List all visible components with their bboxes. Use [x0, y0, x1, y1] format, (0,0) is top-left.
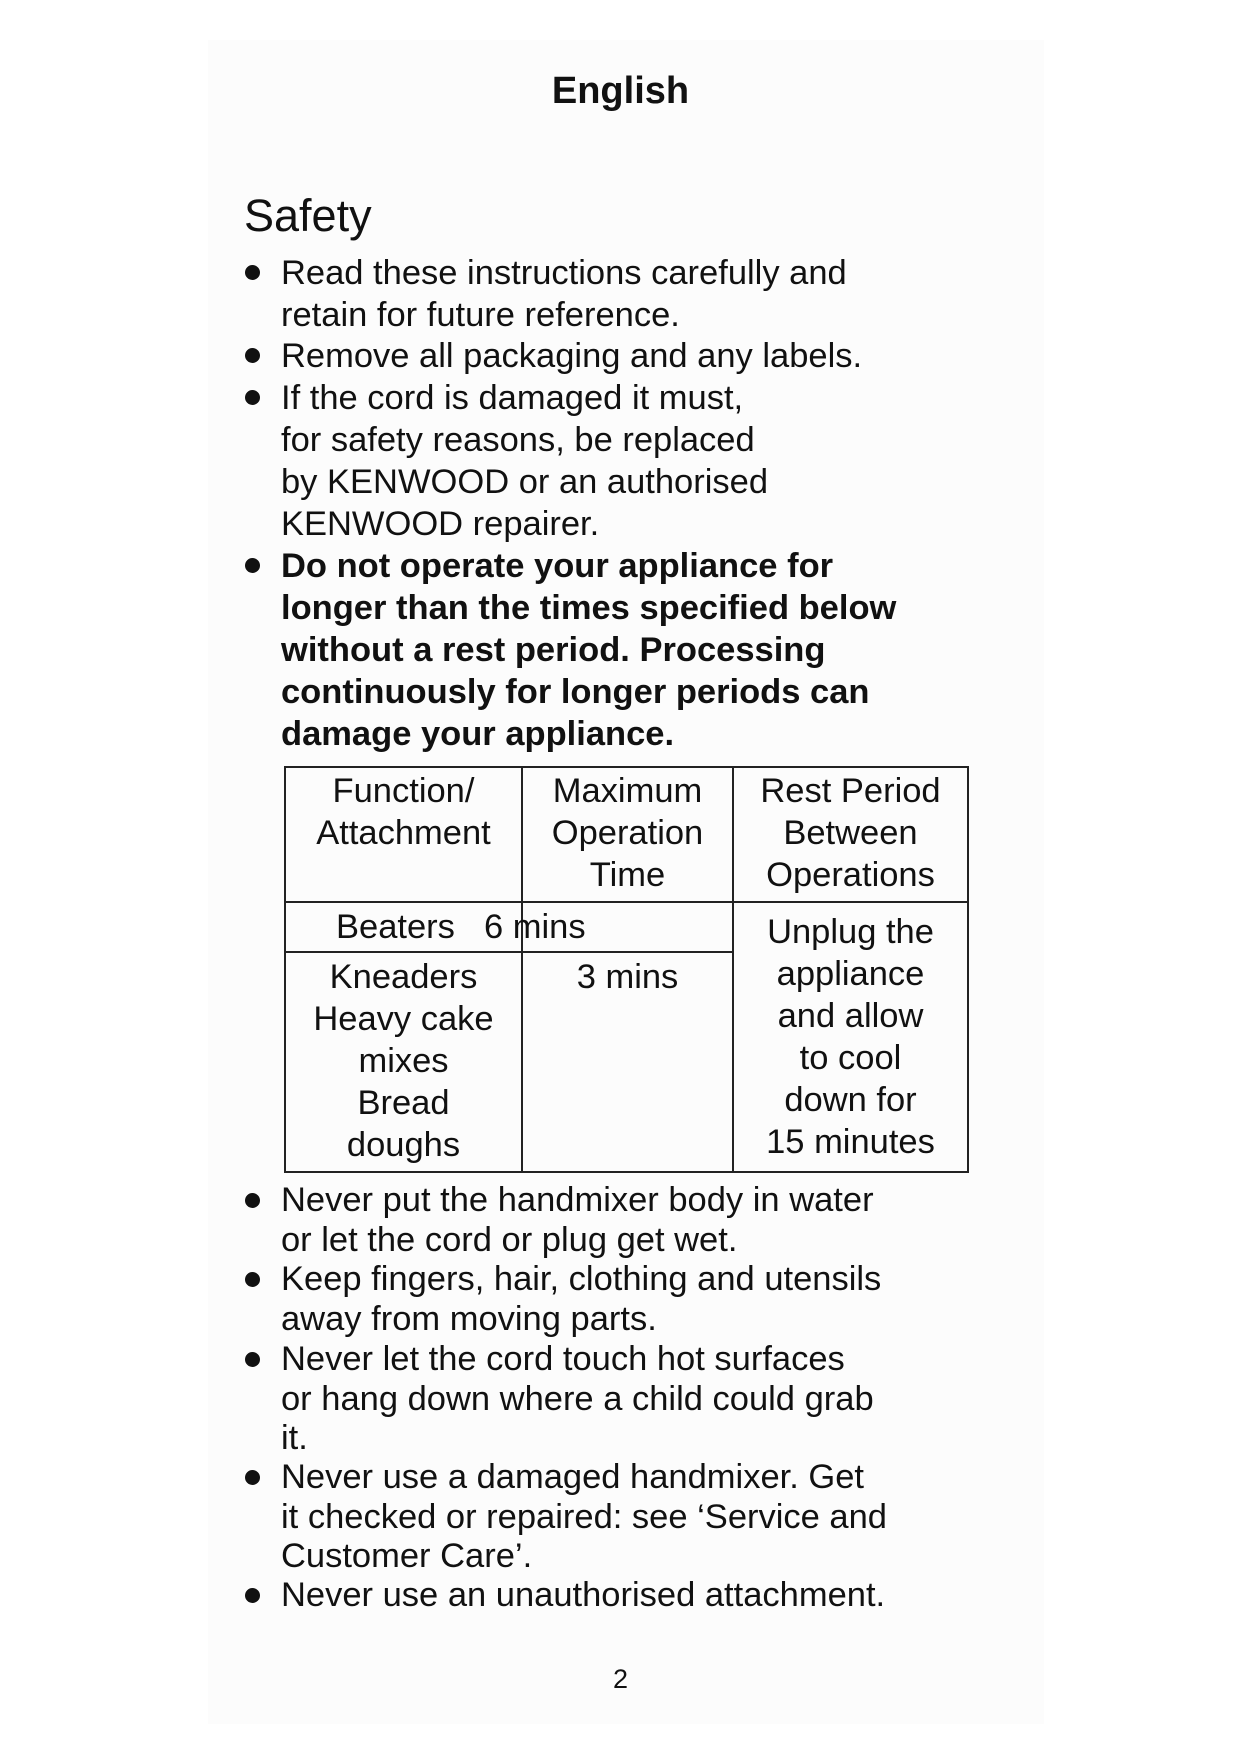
bullet-icon: [245, 1352, 260, 1367]
list-item-line: longer than the times specified below: [281, 589, 897, 627]
table-cell-kneaders: Kneaders Heavy cake mixes Bread doughs: [313, 958, 494, 1164]
language-heading: English: [551, 70, 690, 112]
list-item-line: away from moving parts.: [281, 1299, 657, 1338]
bullet-icon: [245, 558, 260, 573]
table-header-function: Function/ Attachment: [316, 772, 491, 852]
bullet-icon: [245, 1470, 260, 1485]
table-cell-beaters: Beaters: [336, 908, 455, 946]
list-item-line: Never put the handmixer body in water: [281, 1181, 874, 1219]
list-item-line: Never use an unauthorised attachment.: [281, 1576, 886, 1614]
table-cell-rest-period: Unplug the appliance and allow to cool down for 15 minutes: [766, 913, 935, 1161]
list-item-line: or hang down where a child could grab: [281, 1379, 874, 1418]
table-header-rest-period: Rest Period Between Operations: [760, 772, 941, 894]
table-border-bottom: [284, 1171, 969, 1173]
list-item-line: by KENWOOD or an authorised: [281, 463, 769, 501]
operation-time-table: [284, 766, 969, 1173]
list-item-line: Customer Care’.: [281, 1537, 533, 1575]
table-border-top: [284, 766, 969, 768]
list-item-line: without a rest period. Processing: [281, 631, 826, 669]
list-item-line: Keep fingers, hair, clothing and utensils: [281, 1260, 882, 1298]
list-item-line: Do not operate your appliance for: [281, 547, 834, 585]
table-header-divider: [284, 901, 969, 903]
table-cell-beaters-time: 6 mins: [484, 908, 586, 946]
list-item-line: If the cord is damaged it must,: [281, 379, 744, 417]
page-number: 2: [612, 1664, 629, 1694]
bullet-icon: [245, 265, 260, 280]
list-item-line: for safety reasons, be replaced: [281, 421, 755, 459]
list-item-line: Never let the cord touch hot surfaces: [281, 1340, 845, 1378]
list-item-line: continuously for longer periods can: [281, 673, 870, 711]
list-item-line: it checked or repaired: see ‘Service and: [281, 1497, 887, 1536]
list-item-line: KENWOOD repairer.: [281, 505, 600, 543]
bullet-icon: [245, 1588, 260, 1603]
table-row-divider: [284, 951, 733, 953]
bullet-icon: [245, 1193, 260, 1208]
section-title: Safety: [244, 190, 372, 241]
list-item-line: Never use a damaged handmixer. Get: [281, 1458, 864, 1496]
table-cell-kneaders-time: 3 mins: [576, 958, 679, 996]
table-header-max-time: Maximum Operation Time: [551, 772, 704, 894]
list-item-line: retain for future reference.: [281, 296, 680, 334]
bullet-icon: [245, 348, 260, 363]
list-item-line: Read these instructions carefully and: [281, 254, 847, 292]
list-item-line: it.: [281, 1419, 308, 1457]
list-item-line: damage your appliance.: [281, 715, 675, 753]
list-item-line: or let the cord or plug get wet.: [281, 1220, 738, 1259]
list-item-line: Remove all packaging and any labels.: [281, 337, 863, 375]
table-border-right: [967, 766, 969, 1173]
bullet-icon: [245, 390, 260, 405]
bullet-icon: [245, 1272, 260, 1287]
